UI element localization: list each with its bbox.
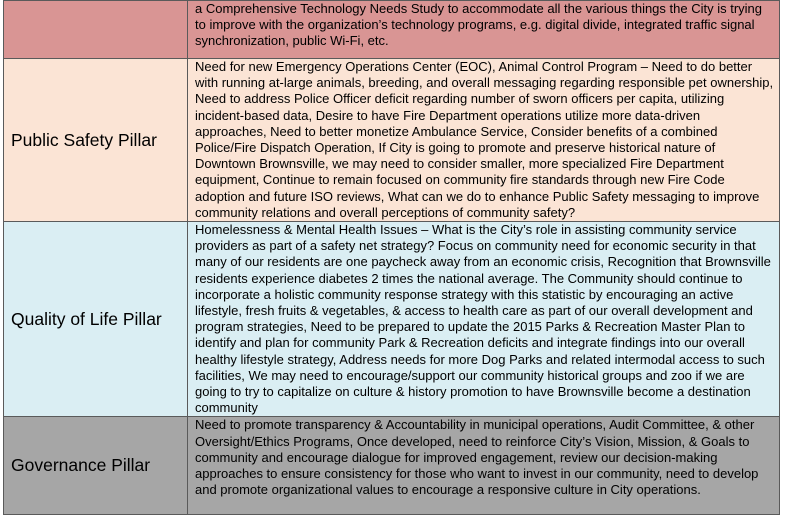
pillar-label-governance: Governance Pillar <box>4 417 188 515</box>
pillar-description-quality-of-life: Homelessness & Mental Health Issues – What is the City’s role in assisting community service providers as part of a safety net strategy? Focus on community need for economic security in that many of our residents are one paycheck away from an economic crisis, Recognition that Brownsville residents experience diabetes 2 times the national average. The Community should continue to incorporate a holistic community response strategy with this statistic by encouraging an active lifestyle, fresh fruits & vegetables, & access to health care as part of our overall development and program strategies, Need to be prepared to update the 2015 Parks & Recreation Master Plan to identify and plan for community Park & Recreation deficits and integrate findings into our overall healthy lifestyle strategy, Address needs for more Dog Parks and related intermodal access to such facilities, We may need to encourage/support our community historical groups and zoo if we are going to try to capitalize on culture & history promotion to have Brownsville become a destination community <box>188 222 780 417</box>
pillar-description-technology: a Comprehensive Technology Needs Study to accommodate all the various things the City is trying to improve with the organization’s technology programs, e.g. digital divide, integrated traffic signal synchronization, public Wi-Fi, etc. <box>188 1 780 59</box>
pillar-description-public-safety: Need for new Emergency Operations Center (EOC), Animal Control Program – Need to do better with running at-large animals, breeding, and overall messaging regarding responsible pet ownership, Need to address Police Officer deficit regarding number of sworn officers per capita, utilizing incident-based data, Desire to have Fire Department operations utilize more data-driven approaches, Need to better monetize Ambulance Service, Consider benefits of a combined Police/Fire Dispatch Operation, If City is going to promote and preserve historical nature of Downtown Brownsville, we may need to consider smaller, more specialized Fire Department equipment, Continue to remain focused on community fire standards through new Fire Code adoption and future ISO reviews, What can we do to enhance Public Safety messaging to improve community relations and overall perceptions of community safety? <box>188 59 780 222</box>
table-row-quality-of-life <box>4 222 780 417</box>
pillar-label-public-safety: Public Safety Pillar <box>4 59 188 222</box>
table-row-governance <box>4 417 780 515</box>
pillar-table <box>3 0 780 515</box>
pillar-label-quality-of-life: Quality of Life Pillar <box>4 222 188 417</box>
table-row-public-safety <box>4 59 780 222</box>
table-row-technology <box>4 1 780 59</box>
pillar-description-governance: Need to promote transparency & Accountability in municipal operations, Audit Committee, & other Oversight/Ethics Programs, Once developed, need to reinforce City’s Vision, Mission, & Goals to community and encourage dialogue for improved engagement, review our decision-making approaches to ensure consistency for those who want to invest in our community, need to develop and promote organizational values to encourage a responsive culture in City operations. <box>188 417 780 515</box>
pillar-label-technology <box>4 1 188 59</box>
